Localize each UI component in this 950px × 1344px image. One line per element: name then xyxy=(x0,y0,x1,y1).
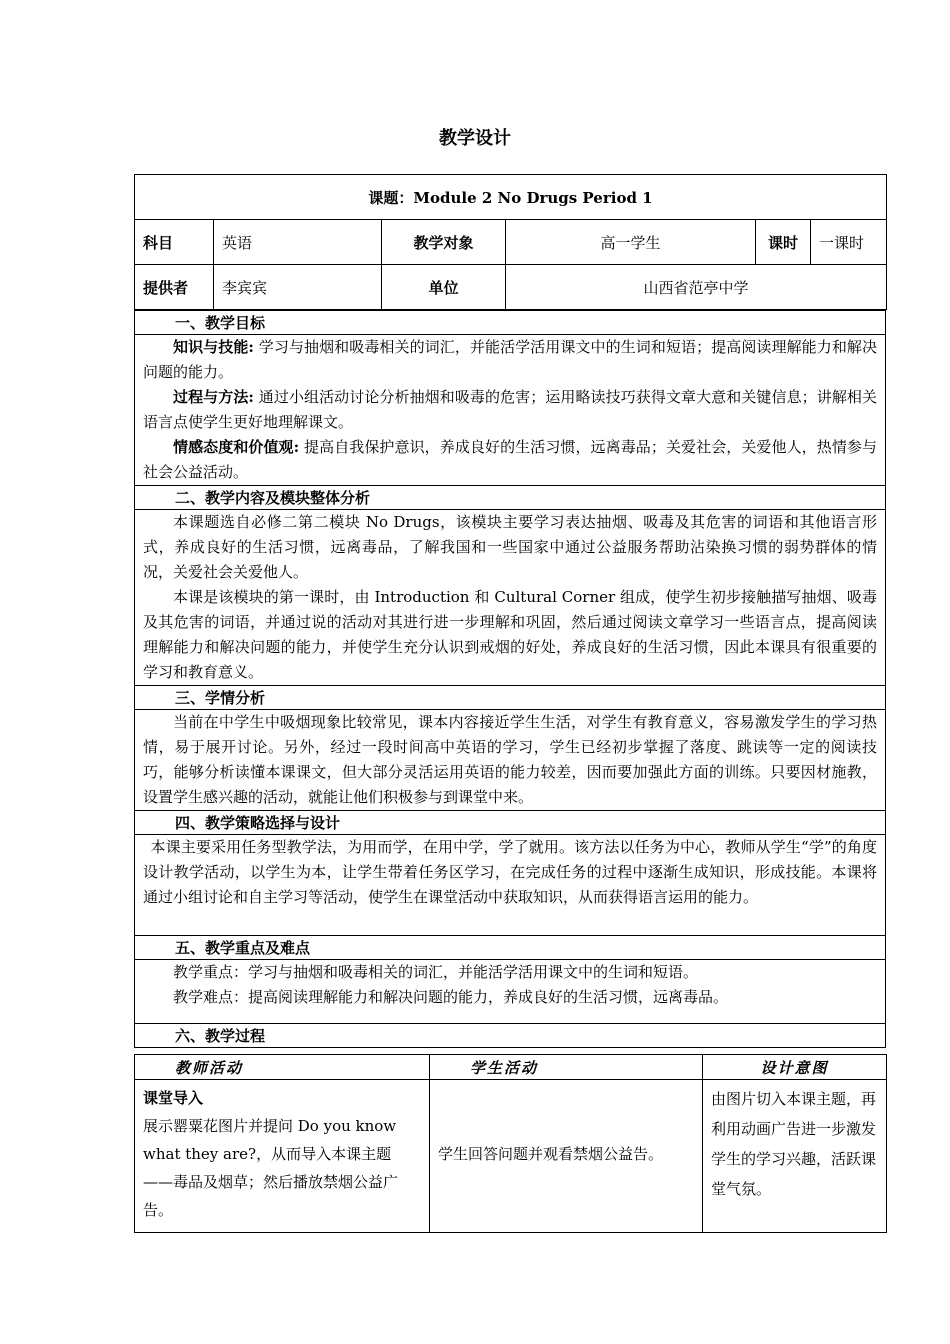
section-heading-keypoints: 五、教学重点及难点 xyxy=(135,936,886,960)
design-intent-cell xyxy=(703,1080,887,1233)
section-body-strategy xyxy=(135,835,886,936)
teacher-activity-heading: 课堂导入 xyxy=(143,1089,204,1107)
sections-table xyxy=(134,310,886,1048)
objective-knowledge: 知识与技能: 学习与抽烟和吸毒相关的词汇，并能活学活用课文中的生词和短语；提高阅读理解能力和解决问题的能力。 xyxy=(143,338,877,381)
section-body-objectives xyxy=(135,335,886,486)
design-intent-text: 由图片切入本课主题，再利用动画广告进一步激发学生的学习兴趣，活跃课堂气氛。 xyxy=(711,1090,877,1198)
lesson-topic: 课题：Module 2 No Drugs Period 1 xyxy=(135,175,887,220)
section-heading-strategy: 四、教学策略选择与设计 xyxy=(135,811,886,835)
hours-value: 一课时 xyxy=(811,220,887,265)
student-activity-text: 学生回答问题并观看禁烟公益告。 xyxy=(438,1145,664,1163)
unit-label: 单位 xyxy=(382,265,506,310)
audience-value: 高一学生 xyxy=(506,220,756,265)
student-activity-cell xyxy=(430,1080,703,1233)
learners-paragraph: 当前在中学生中吸烟现象比较常见，课本内容接近学生生活，对学生有教育意义，容易激发学生的学习热情，易于展开讨论。另外，经过一段时间高中英语的学习，学生已经初步掌握了落度、跳读等一定的阅读技巧，能够分析读懂本课课文，但大部分灵活运用英语的能力较差，因而要加强此方面的训练。只要因材施教，设置学生感兴趣的活动，就能让他们积极参与到课堂中来。 xyxy=(143,713,877,806)
column-header-student: 学生活动 xyxy=(430,1055,703,1080)
process-table xyxy=(134,1054,887,1233)
strategy-paragraph: 本课主要采用任务型教学法，为用而学，在用中学，学了就用。该方法以任务为中心，教师从学生“学”的角度设计教学活动，以学生为本，让学生带着任务区学习，在完成任务的过程中逐渐生成知识，形成技能。本课将通过小组讨论和自主学习等活动，使学生在课堂活动中获取知识，从而获得语言运用的能力。 xyxy=(143,838,877,906)
objective-attitude: 情感态度和价值观: 提高自我保护意识，养成良好的生活习惯，远离毒品；关爱社会，关爱他人，热情参与社会公益活动。 xyxy=(143,438,877,481)
subject-label: 科目 xyxy=(135,220,214,265)
keypoint-difficulty: 教学难点：提高阅读理解能力和解决问题的能力，养成良好的生活习惯，远离毒品。 xyxy=(173,988,729,1006)
header-table xyxy=(134,174,887,310)
section-body-content xyxy=(135,510,886,686)
content-paragraph: 本课题选自必修二第二模块 No Drugs，该模块主要学习表达抽烟、吸毒及其危害的词语和其他语言形式，养成良好的生活习惯，远离毒品，了解我国和一些国家中通过公益服务帮助沾染换习惯的弱势群体的情况，关爱社会关爱他人。 xyxy=(143,513,877,581)
teacher-activity-cell xyxy=(135,1080,430,1233)
keypoint-focus: 教学重点：学习与抽烟和吸毒相关的词汇，并能活学活用课文中的生词和短语。 xyxy=(173,963,699,981)
provider-label: 提供者 xyxy=(135,265,214,310)
provider-value: 李宾宾 xyxy=(214,265,382,310)
column-header-intent: 设计意图 xyxy=(703,1055,887,1080)
section-body-keypoints xyxy=(135,960,886,1024)
unit-value: 山西省范亭中学 xyxy=(506,265,887,310)
section-heading-content: 二、教学内容及模块整体分析 xyxy=(135,486,886,510)
teacher-activity-text: 展示罂粟花图片并提问 Do you know what they are?，从而导入本课主题——毒品及烟草；然后播放禁烟公益广告。 xyxy=(143,1117,399,1219)
hours-label: 课时 xyxy=(756,220,811,265)
section-heading-learners: 三、学情分析 xyxy=(135,686,886,710)
section-heading-process: 六、教学过程 xyxy=(135,1024,886,1048)
section-body-learners xyxy=(135,710,886,811)
subject-value: 英语 xyxy=(214,220,382,265)
section-heading-objectives: 一、教学目标 xyxy=(135,311,886,335)
objective-process: 过程与方法: 通过小组活动讨论分析抽烟和吸毒的危害；运用略读技巧获得文章大意和关键信息；讲解相关语言点使学生更好地理解课文。 xyxy=(143,388,877,431)
audience-label: 教学对象 xyxy=(382,220,506,265)
page-title: 教学设计 xyxy=(439,128,511,149)
content-paragraph: 本课是该模块的第一课时，由 Introduction 和 Cultural Corner 组成，使学生初步接触描写抽烟、吸毒及其危害的词语，并通过说的活动对其进行进一步理解和巩固，然后通过阅读文章学习一些语言点，提高阅读理解能力和解决问题的能力，并使学生充分认识到戒烟的好处，养成良好的生活习惯，因此本课具有很重要的学习和教育意义。 xyxy=(143,588,877,681)
column-header-teacher: 教师活动 xyxy=(135,1055,430,1080)
